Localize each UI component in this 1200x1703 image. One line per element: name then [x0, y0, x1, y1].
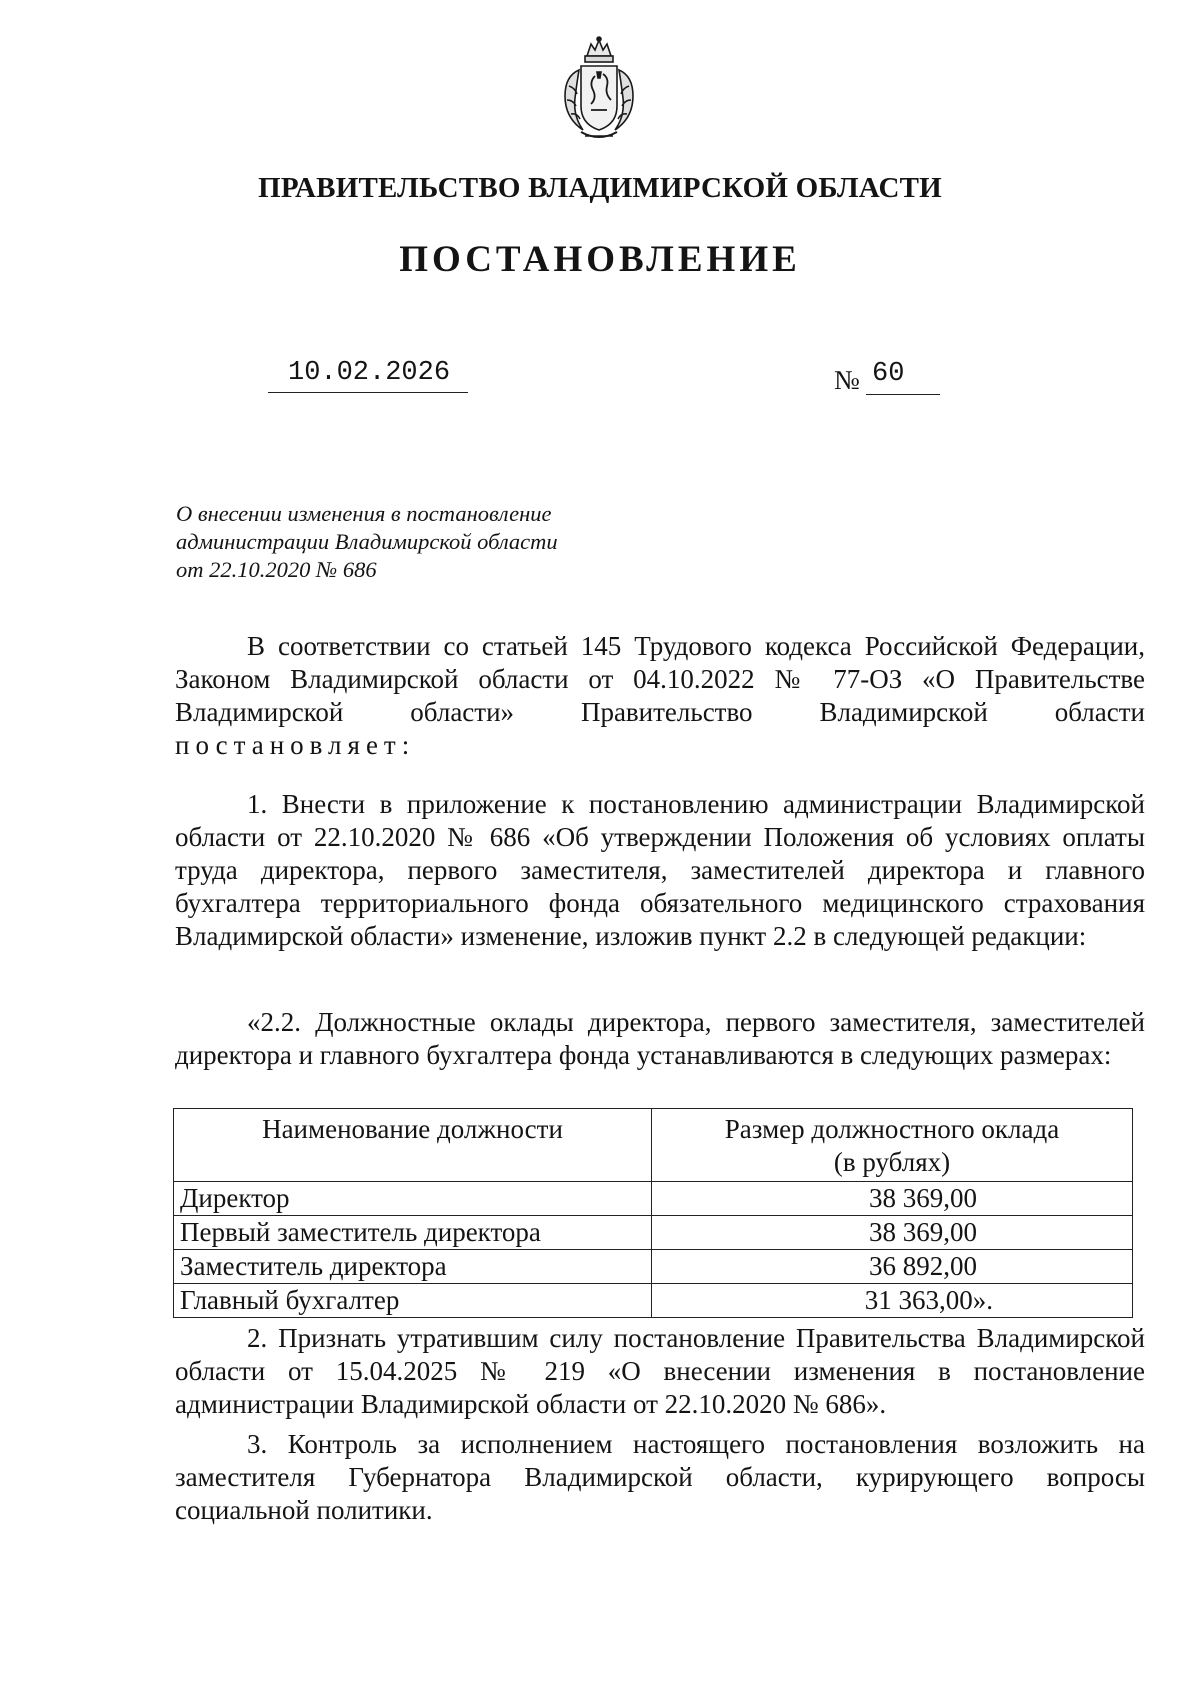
item-2-paragraph [175, 1322, 1145, 1421]
government-title: ПРАВИТЕЛЬСТВО ВЛАДИМИРСКОЙ ОБЛАСТИ [258, 172, 942, 204]
subject-line: от 22.10.2020 № 686 [176, 557, 377, 582]
column-header-salary-line: (в рублях) [833, 1147, 951, 1177]
salary-table [173, 1108, 1133, 1318]
subject-line: администрации Владимирской области [176, 529, 558, 554]
position-cell: Заместитель директора [174, 1250, 652, 1284]
subject-line: О внесении изменения в постановление [176, 501, 552, 526]
preamble-paragraph [175, 630, 1145, 762]
number-field [866, 358, 940, 395]
table-header-row [174, 1109, 1133, 1182]
number-label: № [834, 365, 860, 395]
item-1-text: 1. Внести в приложение к постановлению администрации Владимирской области от 22.10.2020 № 686 «Об утверждении Положения об условиях оплаты труда директора, первого заместителя, заместителей директора и главного бухгалтера территориального фонда обязательного медицинского страхования Владимирской области» изменение, изложив пункт 2.2 в следующей редакции: [175, 789, 1145, 951]
column-header-position: Наименование должности [174, 1109, 652, 1182]
item-2-text: 2. Признать утратившим силу постановление Правительства Владимирской области от 15.04.2025 № 219 «О внесении изменения в постановление администрации Владимирской области от 22.10.2020 № 686». [175, 1323, 1145, 1419]
salary-cell: 36 892,00 [652, 1250, 1133, 1284]
position-cell: Директор [174, 1182, 652, 1216]
document-number: 60 [872, 359, 905, 389]
item-1-paragraph [175, 788, 1145, 953]
table-row [174, 1216, 1133, 1250]
item-3-paragraph [175, 1428, 1145, 1527]
clause-text: «2.2. Должностные оклады директора, первого заместителя, заместителей директора и главного бухгалтера фонда устанавливаются в следующих размерах: [175, 1007, 1145, 1070]
date-field [268, 358, 468, 393]
decree-word: постановляет: [175, 730, 416, 760]
document-subject [176, 500, 776, 584]
table-row [174, 1284, 1133, 1318]
preamble-text: В соответствии со статьей 145 Трудового кодекса Российской Федерации, Законом Владимирской области от 04.10.2022 № 77-ОЗ «О Правительстве Владимирской области» Правительство Владимирской области [175, 631, 1145, 727]
table-row [174, 1182, 1133, 1216]
position-cell: Главный бухгалтер [174, 1284, 652, 1318]
salary-cell: 38 369,00 [652, 1182, 1133, 1216]
salary-cell: 31 363,00». [652, 1284, 1133, 1318]
position-cell: Первый заместитель директора [174, 1216, 652, 1250]
document-type-title: ПОСТАНОВЛЕНИЕ [399, 239, 801, 280]
coat-of-arms-emblem [551, 36, 647, 142]
table-row [174, 1250, 1133, 1284]
item-3-text: 3. Контроль за исполнением настоящего постановления возложить на заместителя Губернатора Владимирской области, курирующего вопросы социальной политики. [175, 1429, 1145, 1525]
salary-cell: 38 369,00 [652, 1216, 1133, 1250]
document-date: 10.02.2026 [288, 358, 451, 388]
clause-paragraph [175, 1006, 1145, 1072]
column-header-salary [652, 1109, 1133, 1182]
column-header-salary-line: Размер должностного оклада [724, 1114, 1060, 1144]
